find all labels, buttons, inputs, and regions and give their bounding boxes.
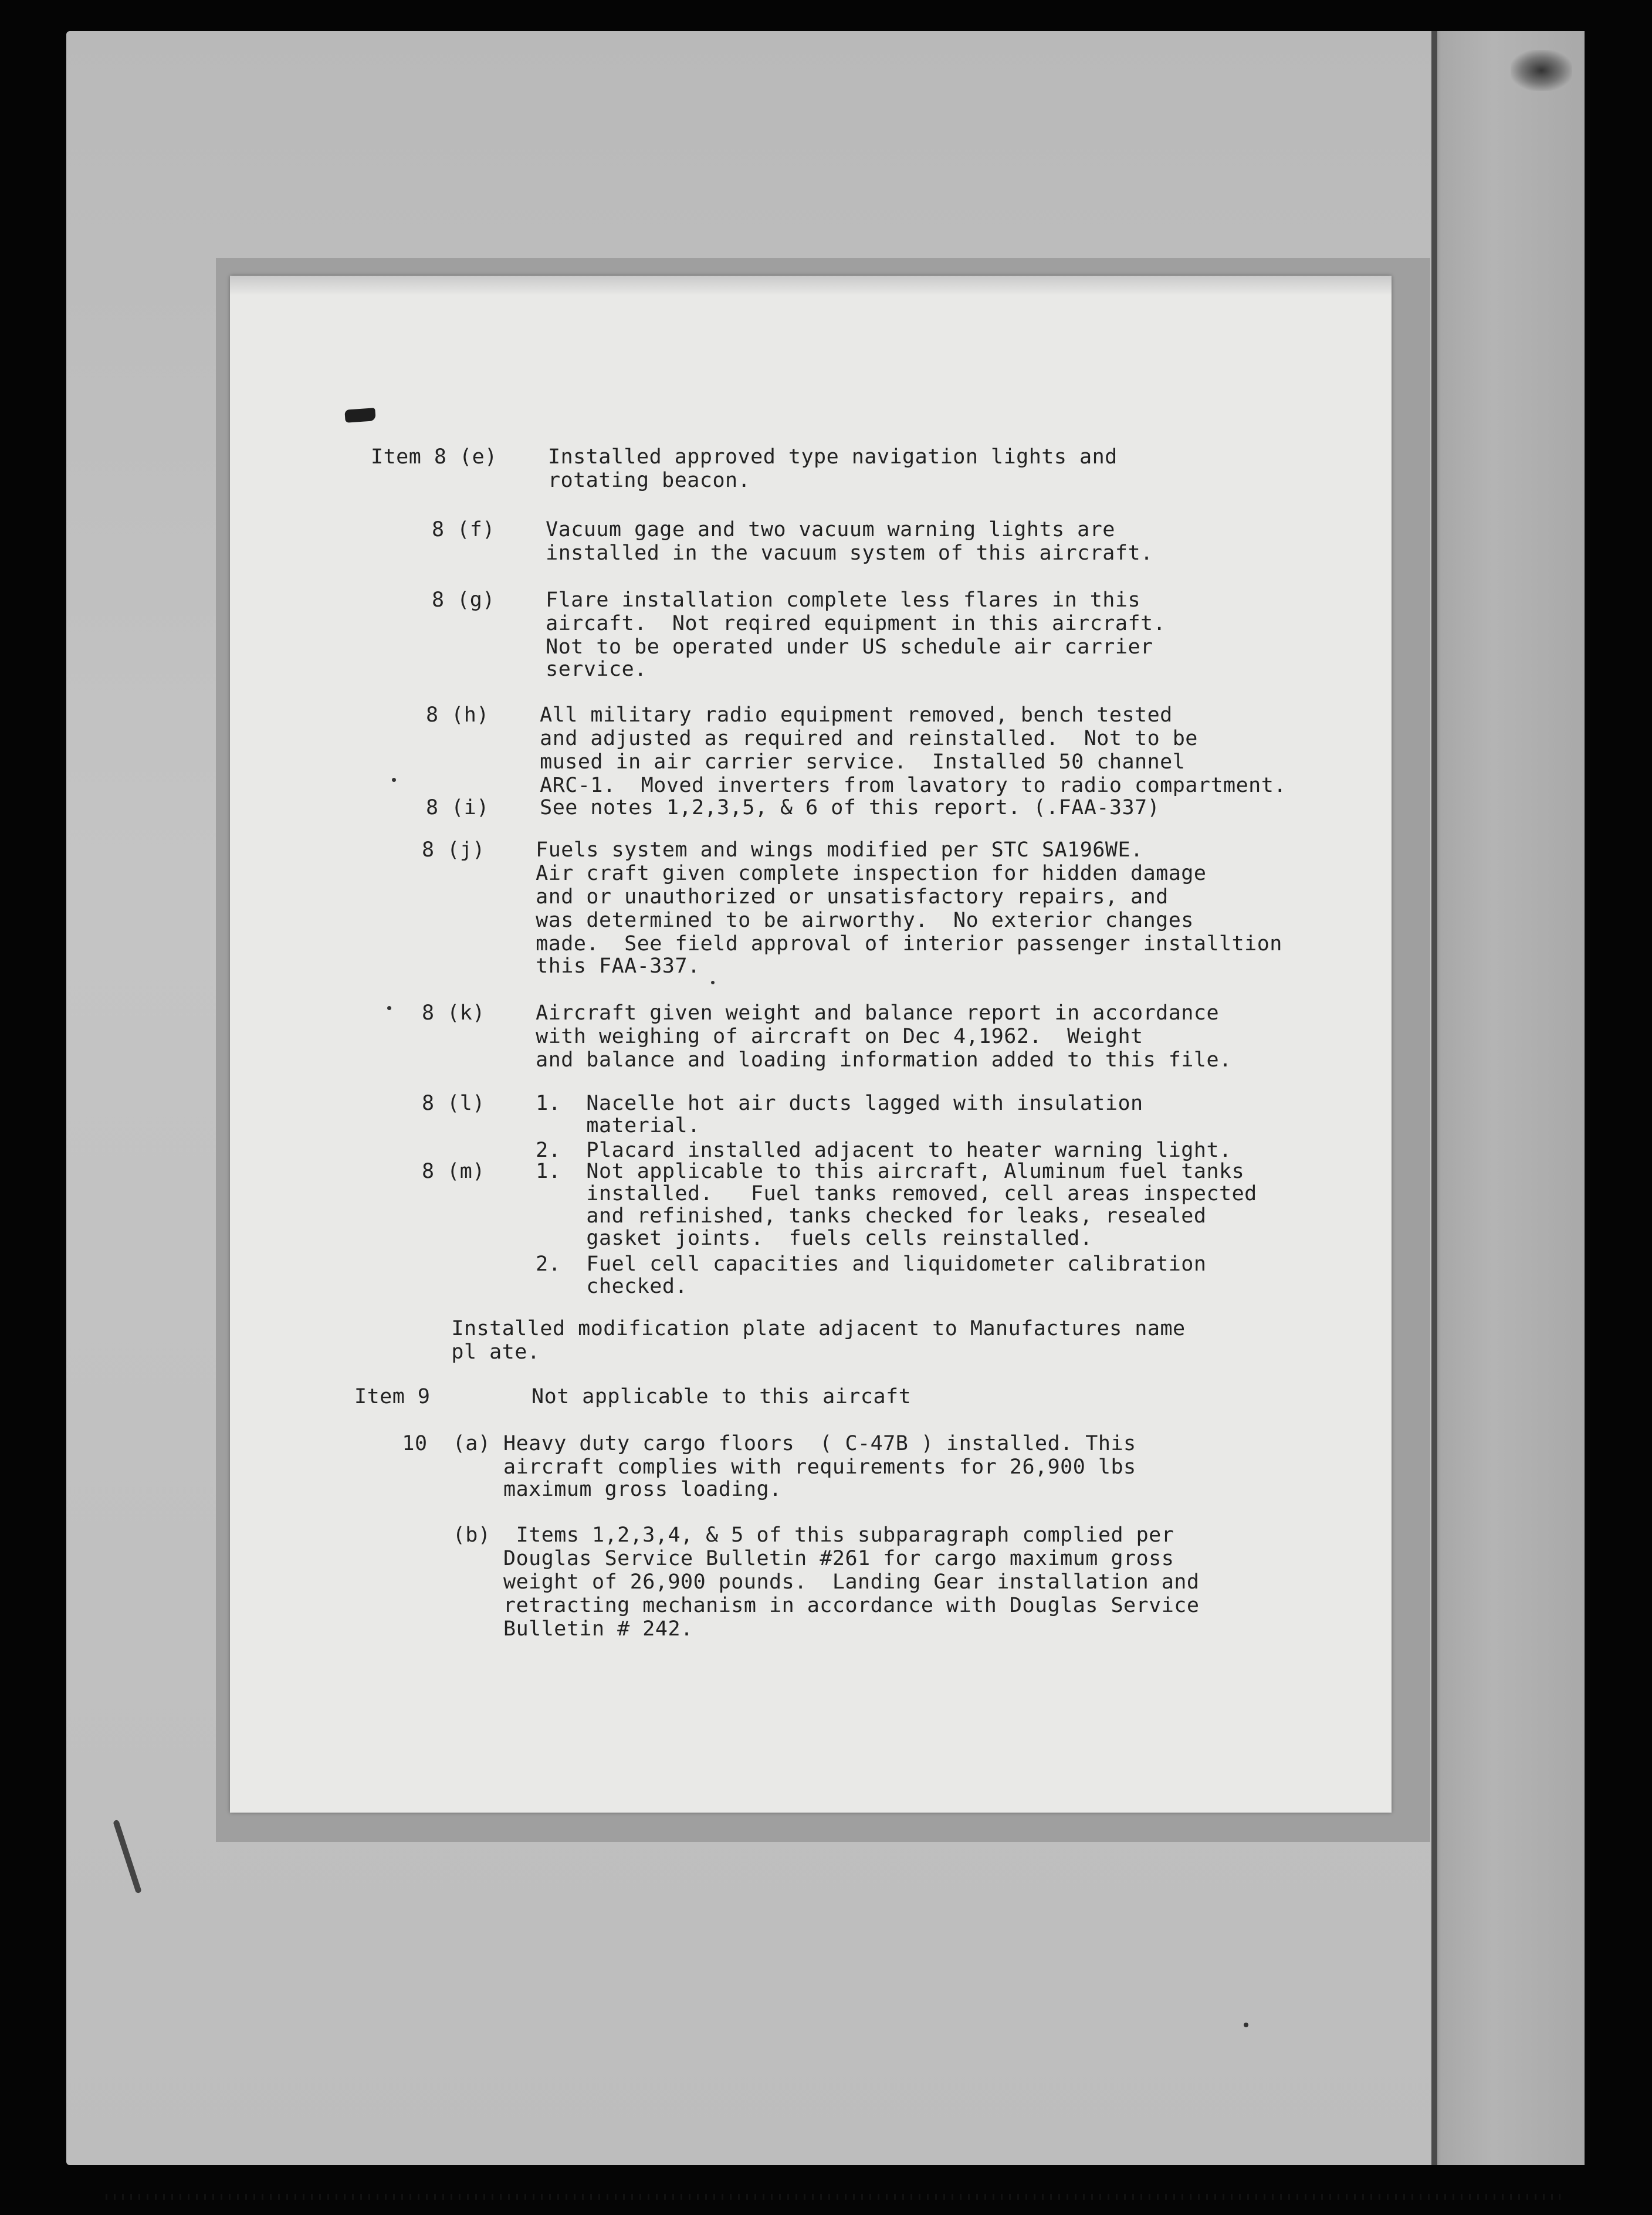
item-8h-line-4: ARC-1. Moved inverters from lavatory to radio compartment. <box>337 774 1287 797</box>
item-10b-line-2: Douglas Service Bulletin #261 for cargo maximum gross <box>326 1547 1174 1570</box>
item-8j-line-5: made. See field approval of interior passenger installtion <box>333 932 1282 956</box>
smudge-mark <box>1511 50 1572 91</box>
item-8h-line-1: 8 (h) All military radio equipment removed, bench tested <box>337 703 1173 727</box>
item-8e-line-2: rotating beacon. <box>371 469 751 492</box>
item-10b-line-3: weight of 26,900 pounds. Landing Gear installation and <box>326 1570 1200 1594</box>
item-8f-line-2: installed in the vacuum system of this aircraft. <box>343 541 1153 565</box>
item-8l-line-3: 2. Placard installed adjacent to heater warning light. <box>333 1139 1232 1162</box>
item-8m-line-1: 8 (m) 1. Not applicable to this aircraft, Aluminum fuel tanks <box>333 1160 1245 1183</box>
board-edge-line <box>1431 31 1437 2165</box>
item-8l-line-2: material. <box>333 1114 700 1137</box>
item-10b-line-5: Bulletin # 242. <box>326 1617 693 1641</box>
item-10a-line-1: 10 (a) Heavy duty cargo floors ( C-47B ) installed. This <box>326 1432 1136 1455</box>
item-10b-line-1: (b) Items 1,2,3,4, & 5 of this subparagraph complied per <box>326 1523 1174 1547</box>
item-8l-line-1: 8 (l) 1. Nacelle hot air ducts lagged with insulation <box>333 1092 1143 1115</box>
item-10a-line-3: maximum gross loading. <box>326 1478 782 1501</box>
item-8j-line-3: and or unauthorized or unsatisfactory repairs, and <box>333 885 1169 909</box>
item-8i-line: 8 (i) See notes 1,2,3,5, & 6 of this report. (.FAA-337) <box>337 796 1160 819</box>
modification-plate-line-1: Installed modification plate adjacent to Manufactures name <box>375 1317 1186 1340</box>
item-8g-line-1: 8 (g) Flare installation complete less flares in this <box>343 588 1141 612</box>
item-8m-line-5: 2. Fuel cell capacities and liquidometer calibration <box>333 1252 1207 1276</box>
item-9-line: Item 9 Not applicable to this aircaft <box>354 1385 912 1408</box>
board-edge-strip <box>1432 31 1585 2165</box>
dust-speck <box>1244 2023 1248 2027</box>
item-8g-line-4: service. <box>343 658 647 681</box>
ink-mark-icon <box>344 408 375 423</box>
item-8m-line-6: checked. <box>333 1275 688 1298</box>
item-8m-line-2: installed. Fuel tanks removed, cell areas inspected <box>333 1182 1257 1205</box>
item-8e-line-1: Item 8 (e) Installed approved type navigation lights and <box>371 445 1118 469</box>
item-8j-line-2: Air craft given complete inspection for hidden damage <box>333 862 1207 885</box>
item-8j-line-1: 8 (j) Fuels system and wings modified per STC SA196WE. <box>333 838 1143 862</box>
film-edge-perforation <box>106 2194 1560 2200</box>
modification-plate-line-2: pl ate. <box>375 1340 540 1364</box>
item-8k-line-2: with weighing of aircraft on Dec 4,1962. Weight <box>333 1025 1143 1048</box>
item-8h-line-3: mused in air carrier service. Installed 50 channel <box>337 750 1186 774</box>
item-8k-line-3: and balance and loading information added to this file. <box>333 1048 1232 1072</box>
dust-speck <box>711 981 715 984</box>
item-10b-line-4: retracting mechanism in accordance with Douglas Service <box>326 1594 1200 1617</box>
item-8g-line-3: Not to be operated under US schedule air carrier <box>343 635 1153 659</box>
item-8h-line-2: and adjusted as required and reinstalled. Not to be <box>337 727 1198 750</box>
item-8j-line-4: was determined to be airworthy. No exterior changes <box>333 909 1194 932</box>
page-top-edge <box>230 276 1392 296</box>
item-8k-line-1: 8 (k) Aircraft given weight and balance report in accordance <box>333 1001 1220 1025</box>
item-10a-line-2: aircraft complies with requirements for 26,900 lbs <box>326 1455 1136 1479</box>
item-8f-line-1: 8 (f) Vacuum gage and two vacuum warning lights are <box>343 518 1115 541</box>
item-8m-line-4: gasket joints. fuels cells reinstalled. <box>333 1227 1093 1250</box>
item-8j-line-6: this FAA-337. <box>333 954 700 978</box>
item-8g-line-2: aircaft. Not reqired equipment in this aircraft. <box>343 612 1166 635</box>
item-8m-line-3: and refinished, tanks checked for leaks, resealed <box>333 1204 1207 1228</box>
